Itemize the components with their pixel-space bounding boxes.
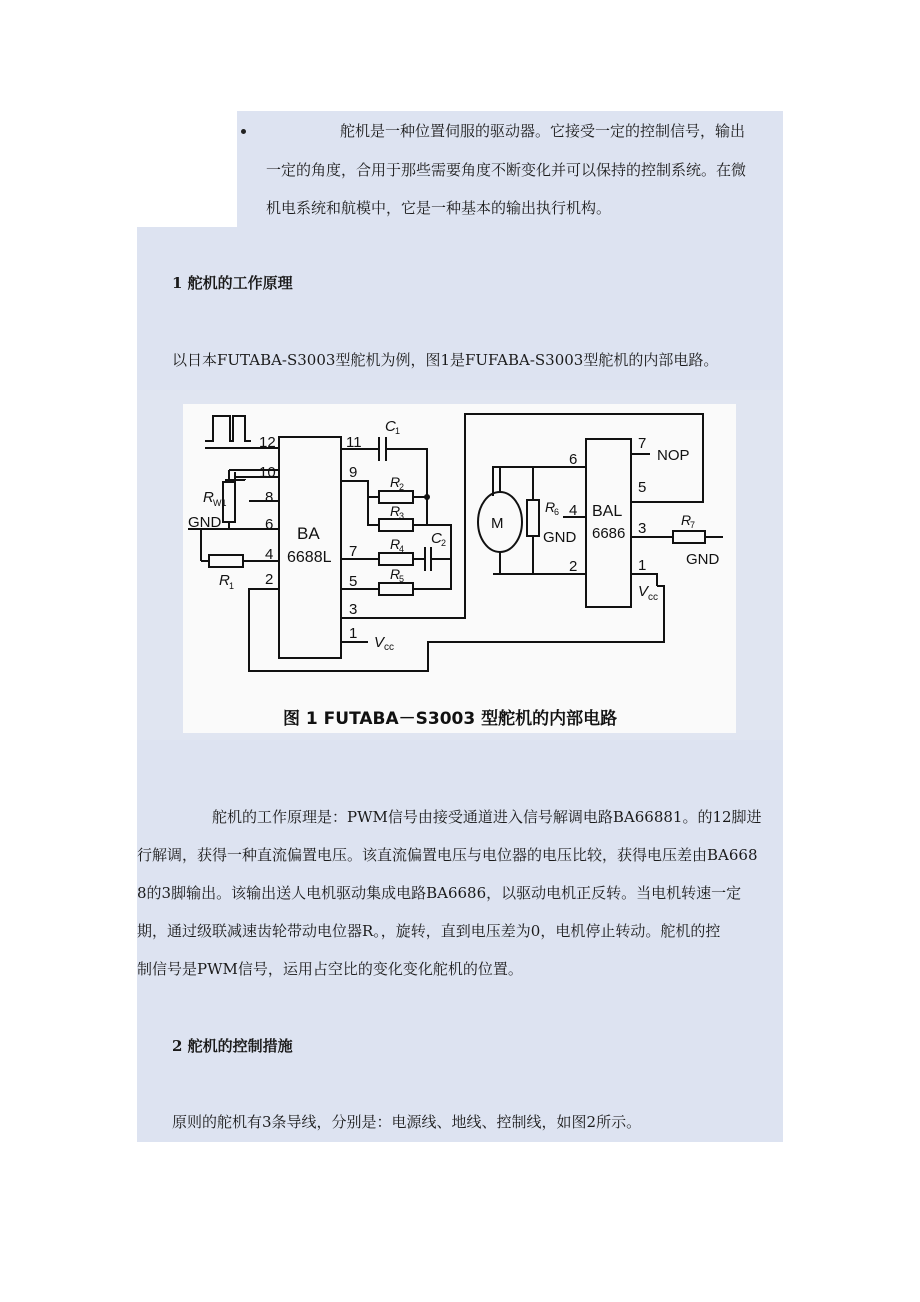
- rw1-label: R: [203, 489, 214, 506]
- pin-7: 7: [349, 543, 358, 560]
- pin-2: 2: [265, 571, 274, 588]
- chip1-model: 6688L: [287, 549, 332, 566]
- vcc-label-chip1: V: [374, 634, 385, 651]
- chip2-pin-1: 1: [638, 557, 647, 574]
- pin-1: 1: [349, 625, 358, 642]
- chip2-pin-7: 7: [638, 435, 647, 452]
- r4-label: R: [390, 536, 401, 552]
- gnd-label-right: GND: [686, 551, 720, 568]
- r4-sub: 4: [399, 544, 405, 554]
- pin-5: 5: [349, 573, 358, 590]
- pin-6: 6: [265, 516, 274, 533]
- chip2-pin-5: 5: [638, 479, 647, 496]
- section2-heading: 2 舵机的控制措施: [172, 1037, 293, 1055]
- r6-sub: 6: [554, 507, 560, 517]
- section1-intro: 以日本FUTABA-S3003型舵机为例，图1是FUFABA-S3003型舵机的内部电路。: [172, 351, 719, 369]
- pin-12: 12: [259, 434, 276, 451]
- pin-9: 9: [349, 464, 358, 481]
- r6-label: R: [545, 499, 556, 515]
- r1-sub: 1: [229, 581, 235, 591]
- principle-line-4: 期，通过级联减速齿轮带动电位器R。，旋转，直到电压差为0，电机停止转动。舵机的控: [137, 922, 721, 940]
- section2-line: 原则的舵机有3条导线，分别是：电源线、地线、控制线，如图2所示。: [172, 1113, 642, 1131]
- nop-label: NOP: [657, 447, 690, 464]
- chip2-name: BAL: [592, 503, 623, 520]
- pin-4: 4: [265, 546, 274, 563]
- circuit-diagram: [183, 404, 736, 733]
- principle-line-2: 行解调，获得一种直流偏置电压。该直流偏置电压与电位器的电压比较，获得电压差由BA668: [137, 846, 758, 864]
- figure1-circuit: [183, 404, 736, 733]
- r3-sub: 3: [399, 511, 405, 521]
- r1-label: R: [219, 572, 230, 589]
- vcc-sub-chip2: cc: [648, 592, 658, 603]
- vcc-sub-chip1: cc: [384, 642, 394, 653]
- principle-line-3: 8的3脚输出。该输出送人电机驱动集成电路BA6686，以驱动电机正反转。当电机转速一定: [137, 884, 742, 902]
- chip1-name: BA: [297, 524, 320, 543]
- r5-label: R: [390, 566, 401, 582]
- bullet-icon: [241, 129, 246, 134]
- r7-label: R: [681, 512, 692, 528]
- r2-sub: 2: [399, 482, 405, 492]
- principle-line-1: 舵机的工作原理是：PWM信号由接受通道进入信号解调电路BA66881。的12脚进: [212, 808, 762, 826]
- chip2-pin-4: 4: [569, 502, 578, 519]
- vcc-label-chip2: V: [638, 583, 649, 600]
- pin-10: 10: [259, 464, 276, 481]
- principle-line-5: 制信号是PWM信号，运用占空比的变化变化舵机的位置。: [137, 960, 523, 978]
- chip2-pin-3: 3: [638, 520, 647, 537]
- chip2-pin-6: 6: [569, 451, 578, 468]
- c2-sub: 2: [441, 538, 447, 548]
- gnd-label-left: GND: [188, 514, 222, 531]
- c1-sub: 1: [395, 426, 401, 436]
- intro-line-3: 机电系统和航模中，它是一种基本的输出执行机构。: [266, 199, 612, 217]
- intro-line-1: 舵机是一种位置伺服的驱动器。它接受一定的控制信号，输出: [340, 122, 746, 140]
- c2-label: C: [431, 530, 442, 547]
- chip2-model: 6686: [592, 525, 626, 542]
- gnd-label-chip2: GND: [543, 529, 577, 546]
- pin-11: 11: [346, 434, 362, 451]
- r5-sub: 5: [399, 574, 405, 584]
- figure1-caption: 图 1 FUTABA－S3003 型舵机的内部电路: [283, 709, 618, 729]
- section1-heading: 1 舵机的工作原理: [172, 274, 293, 292]
- c1-label: C: [385, 418, 396, 435]
- chip2-pin-2: 2: [569, 558, 578, 575]
- pin-3: 3: [349, 601, 358, 618]
- pin-8: 8: [265, 489, 274, 506]
- r7-sub: 7: [690, 520, 696, 530]
- r2-label: R: [390, 474, 401, 490]
- rw1-sub: W1: [213, 498, 227, 508]
- intro-line-2: 一定的角度，合用于那些需要角度不断变化并可以保持的控制系统。在微: [266, 161, 747, 179]
- r3-label: R: [390, 503, 401, 519]
- motor-label: M: [491, 515, 504, 532]
